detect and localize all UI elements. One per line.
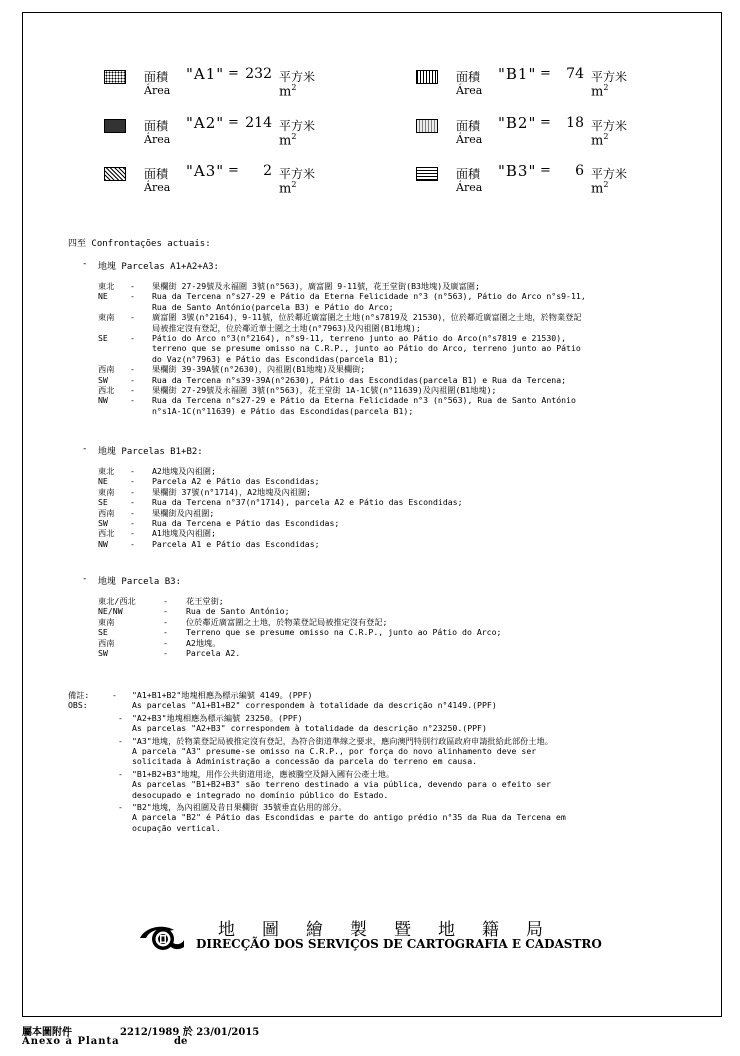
bullet-dash: - (130, 333, 135, 343)
unit-m: m (279, 133, 292, 149)
area-label-pt: Área (144, 84, 171, 97)
obs-text: As parcelas "B1+B2+B3" são terreno destinado a via pública, devendo para o efeito ser (132, 779, 551, 790)
area-label-zh: 面積 (456, 70, 481, 84)
direction-label: SE (98, 497, 108, 508)
boundary-text: Terreno que se presume omisso na C.R.P., junto ao Pátio do Arco; (186, 627, 502, 638)
boundary-text: 果欄街 37號(n°1714)，A2地塊及內祖圍; (152, 486, 312, 497)
area-label-pt: Área (456, 84, 483, 97)
obs-text: desocupado e integrado no domínio público do Estado. (132, 789, 389, 800)
direction-label: 東南 (98, 486, 115, 497)
agency-name-zh: 地圖繪製暨地籍局 (218, 920, 570, 940)
area-value: 2 (263, 163, 272, 179)
direction-label: 西南 (98, 507, 115, 518)
boundary-text: Rua de Santo António(parcela B3) e Pátio do Arco; (152, 301, 394, 312)
bullet-dash: - (130, 374, 135, 385)
boundary-text: 果欄街 39-39A號(n°2630)，內祖圍(B1地塊)及果欄街; (152, 364, 366, 375)
equals-sign: = (540, 66, 551, 81)
direction-label: 西北 (98, 528, 115, 539)
obs-text: As parcelas "A2+B3" correspondem à totalidade da descrição n°23250.(PPF) (132, 723, 487, 734)
area-code: "B3" (498, 162, 537, 180)
boundary-text: Parcela A2 e Pátio das Escondidas; (152, 476, 320, 487)
direction-label: 東北 (98, 466, 115, 476)
bullet-dash: - (118, 768, 123, 779)
confrontations-heading: 四至 Confrontações actuais: (68, 239, 211, 249)
bullet-dash: - (130, 385, 135, 395)
area-value: 232 (245, 66, 272, 82)
hatch-pattern-icon (104, 70, 126, 84)
boundary-text: Rua da Tercena n°s39-39A(n°2630), Pátio das Escondidas(parcela B1) e Rua da Tercena; (152, 374, 567, 385)
boundary-text: A2地塊及內祖圍; (152, 466, 216, 476)
area-label-zh: 面積 (144, 70, 169, 84)
area-unit-zh: 平方米 (279, 119, 316, 133)
area-label-zh: 面積 (456, 167, 481, 181)
boundary-text: Rua da Tercena n°37(n°1714), parcela A2 e Pátio das Escondidas; (152, 497, 463, 508)
obs-text: "A2+B3"地塊相應為標示編號 23250。(PPF) (132, 712, 303, 723)
unit-square: 2 (291, 83, 297, 92)
area-unit-zh: 平方米 (591, 167, 628, 181)
unit-m: m (591, 84, 604, 100)
area-item (416, 65, 646, 108)
area-label-pt: Área (456, 181, 483, 194)
obs-text: A parcela "A3" presume-se omisso na C.R.P., por força do novo alinhamento deve ser (132, 746, 537, 756)
unit-m: m (279, 181, 292, 197)
unit-square: 2 (291, 132, 297, 141)
area-unit-m2 (279, 180, 296, 196)
bullet-dash: - (130, 518, 135, 528)
area-label-zh: 面積 (144, 167, 169, 181)
area-item (104, 162, 334, 205)
bullet-dash: - (163, 648, 168, 658)
footer-annex-zh: 屬本圖附件 (22, 1027, 72, 1038)
unit-square: 2 (603, 180, 609, 189)
hatch-pattern-icon (416, 167, 438, 181)
parcel-group-title: 地塊 Parcela B3: (98, 577, 182, 587)
direction-label: SE (98, 333, 108, 343)
area-value: 214 (245, 115, 272, 131)
bullet-dash: - (130, 497, 135, 508)
footer-plan-number: 2212/1989 於 23/01/2015 (120, 1027, 260, 1038)
direction-label: SE (98, 627, 108, 638)
area-code: "B1" (498, 65, 537, 83)
unit-m: m (591, 133, 604, 149)
equals-sign: = (540, 163, 551, 178)
bullet-dash: - (130, 395, 135, 406)
direction-label: 西南 (98, 637, 115, 648)
boundary-text: do Vaz(n°7963) e Pátio das Escondidas(parcela B1); (152, 353, 399, 364)
bullet-dash: - (118, 802, 123, 812)
area-label-zh: 面積 (456, 119, 481, 133)
direction-label: 東北/西北 (98, 596, 136, 606)
boundary-text: Rua da Tercena n°s27-29 e Pátio da Eterna Felicidade n°3 (n°563), Rua de Santo António (152, 395, 576, 406)
area-item (104, 114, 334, 157)
equals-sign: = (228, 66, 239, 81)
bullet-dash: - (130, 528, 135, 539)
boundary-text: n°s1A-1C(n°11639) e Pátio das Escondidas(parcela B1); (152, 405, 414, 416)
boundary-text: A1地塊及內祖圍; (152, 528, 216, 539)
bullet-dash: - (82, 574, 88, 584)
boundary-text: 位於鄰近廣富圍之土地，於物業登記局被推定沒有登記; (186, 616, 388, 627)
obs-label-pt: OBS: (68, 700, 88, 711)
footer-annex-pt: Anexo à Planta (22, 1036, 120, 1047)
bullet-dash: - (163, 616, 168, 627)
unit-m: m (279, 84, 292, 100)
boundary-text: 果欄街 27-29號及永福圍 3號(n°563)，花王堂街 1A-1C號(n°11639)及內祖圍(B1地塊); (152, 385, 497, 395)
obs-label-zh: 備註: (68, 690, 90, 700)
unit-square: 2 (291, 180, 297, 189)
area-value: 6 (575, 163, 584, 179)
area-label-pt: Área (456, 133, 483, 146)
hatch-pattern-icon (416, 70, 438, 84)
hatch-pattern-icon (104, 119, 126, 133)
footer-de: de (174, 1036, 188, 1047)
boundary-text: 果欄街及內祖圍; (152, 507, 215, 518)
area-label-pt: Área (144, 133, 171, 146)
obs-text: "B2"地塊，為內祖圍及昔日果欄街 35號垂直佔用的部分。 (132, 802, 347, 812)
bullet-dash: - (130, 486, 135, 497)
hatch-pattern-icon (416, 119, 438, 133)
parcel-group-title: 地塊 Parcelas A1+A2+A3: (98, 262, 219, 272)
area-code: "B2" (498, 114, 537, 132)
area-code: "A3" (186, 162, 225, 180)
bullet-dash: - (130, 291, 135, 302)
area-value: 18 (566, 115, 584, 131)
boundary-text: terreno que se presume omisso na C.R.P., junto ao Pátio do Arco, terreno junto ao Pátio (152, 343, 581, 354)
obs-text: A parcela "B2" é Pátio das Escondidas e parte do antigo prédio n°35 da Rua da Tercena em (132, 812, 566, 823)
obs-text: "A3"地塊，於物業登記局被推定沒有登記，為符合街道準線之要求，應向澳門特別行政區政府申請批給此部份土地。 (132, 735, 553, 746)
area-unit-m2 (279, 132, 296, 148)
boundary-text: Parcela A2. (186, 648, 241, 658)
unit-m: m (591, 181, 604, 197)
obs-text: "A1+B1+B2"地塊相應為標示編號 4149。(PPF) (132, 690, 313, 700)
page-frame (22, 12, 722, 1017)
boundary-text: Parcela A1 e Pátio das Escondidas; (152, 538, 320, 549)
bullet-dash: - (130, 507, 135, 518)
obs-text: "B1+B2+B3"地塊，用作公共街道用途，應被騰空及歸入國有公產土地。 (132, 768, 395, 779)
direction-label: 東北 (98, 281, 115, 291)
area-item (416, 162, 646, 205)
bullet-dash: - (163, 596, 168, 606)
boundary-text: 果欄街 27-29號及永福圍 3號(n°563)，廣富圍 9-11號，花王堂街(B3地塊)及廣富圍; (152, 281, 480, 291)
direction-label: NW (98, 395, 108, 406)
equals-sign: = (228, 115, 239, 130)
area-unit-m2 (591, 83, 608, 99)
unit-square: 2 (603, 83, 609, 92)
bullet-dash: - (82, 259, 88, 269)
direction-label: NE/NW (98, 606, 123, 617)
area-label-pt: Área (144, 181, 171, 194)
bullet-dash: - (163, 637, 168, 648)
bullet-dash: - (163, 627, 168, 638)
bullet-dash: - (118, 712, 123, 723)
area-unit-m2 (591, 132, 608, 148)
direction-label: SW (98, 648, 108, 658)
bullet-dash: - (130, 466, 135, 476)
bullet-dash: - (163, 606, 168, 617)
direction-label: 西北 (98, 385, 115, 395)
area-code: "A2" (186, 114, 225, 132)
boundary-text: Pátio do Arco n°3(n°2164), n°s9-11, terreno junto ao Pátio do Arco(n°s7819 e 21530), (152, 333, 567, 343)
direction-label: 東南 (98, 616, 115, 627)
area-unit-zh: 平方米 (591, 70, 628, 84)
area-label-zh: 面積 (144, 119, 169, 133)
obs-text: As parcelas "A1+B1+B2" correspondem à totalidade da descrição n°4149.(PPF) (132, 700, 497, 711)
direction-label: SW (98, 518, 108, 528)
hatch-pattern-icon (104, 167, 126, 181)
area-item (416, 114, 646, 157)
boundary-text: 局被推定沒有登記，位於鄰近華士圍之土地(n°7963)及內祖圍(B1地塊); (152, 322, 421, 333)
bullet-dash: - (130, 312, 135, 323)
obs-text: solicitada à Administração a concessão da parcela do terreno em causa. (132, 756, 478, 767)
boundary-text: 花王堂街; (186, 596, 224, 606)
area-code: "A1" (186, 65, 225, 83)
area-item (104, 65, 334, 108)
bullet-dash: - (130, 538, 135, 549)
direction-label: NW (98, 538, 108, 549)
bullet-dash: - (82, 444, 88, 454)
boundary-text: Rua da Tercena n°s27-29 e Pátio da Eterna Felicidade n°3 (n°563), Pátio do Arco n°s9-11, (152, 291, 586, 302)
parcel-group-title: 地塊 Parcelas B1+B2: (98, 447, 203, 457)
boundary-text: 廣富圍 3號(n°2164)，9-11號，位於鄰近廣富圍之土地(n°s7819及 21530)，位於鄰近廣富圍之土地，於物業登記 (152, 312, 582, 323)
equals-sign: = (540, 115, 551, 130)
area-unit-m2 (591, 180, 608, 196)
area-unit-zh: 平方米 (591, 119, 628, 133)
area-unit-m2 (279, 83, 296, 99)
bullet-dash: - (130, 476, 135, 487)
direction-label: SW (98, 374, 108, 385)
direction-label: 西南 (98, 364, 115, 375)
equals-sign: = (228, 163, 239, 178)
boundary-text: A2地塊。 (186, 637, 221, 648)
area-unit-zh: 平方米 (279, 167, 316, 181)
bullet-dash: - (130, 281, 135, 291)
area-value: 74 (566, 66, 584, 82)
bullet-dash: - (112, 690, 117, 700)
unit-square: 2 (603, 132, 609, 141)
bullet-dash: - (118, 735, 123, 746)
area-unit-zh: 平方米 (279, 70, 316, 84)
boundary-text: Rua de Santo António; (186, 606, 290, 617)
bullet-dash: - (130, 364, 135, 375)
direction-label: 東南 (98, 312, 115, 323)
direction-label: NE (98, 291, 108, 302)
obs-text: ocupação vertical. (132, 822, 221, 833)
boundary-text: Rua da Tercena e Pátio das Escondidas; (152, 518, 340, 528)
direction-label: NE (98, 476, 108, 487)
agency-name-pt: DIRECÇÃO DOS SERVIÇOS DE CARTOGRAFIA E CADASTRO (196, 937, 602, 951)
cadastre-logo-icon (138, 922, 186, 952)
